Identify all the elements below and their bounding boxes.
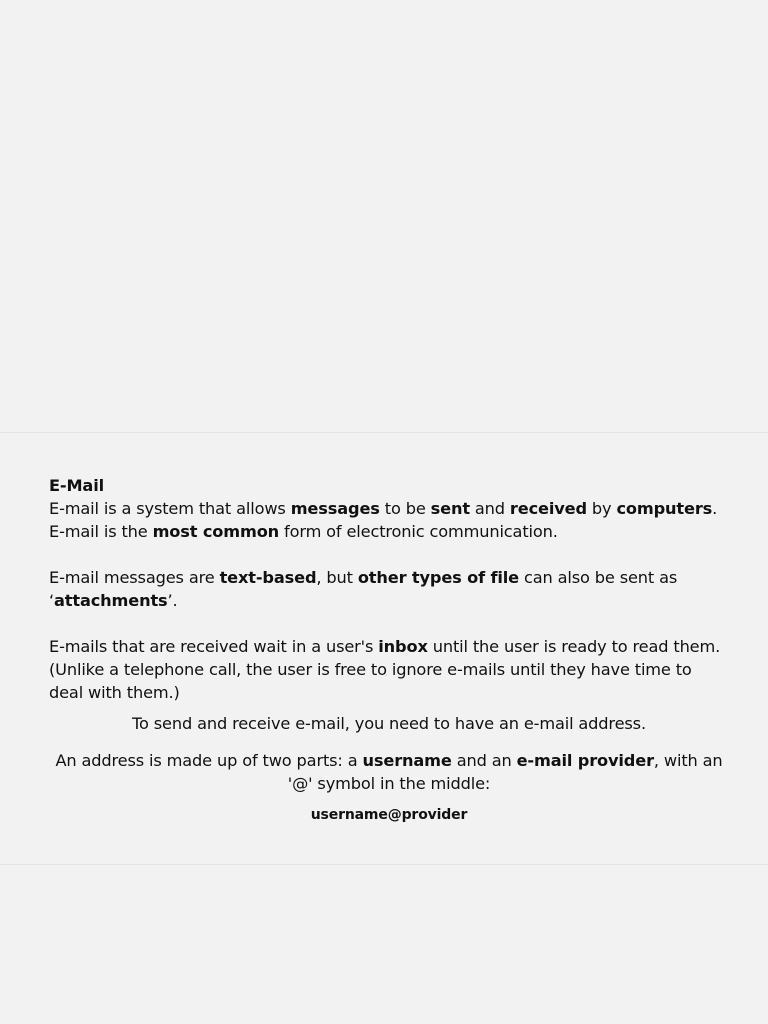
- slide-bottom-edge: [0, 864, 768, 865]
- paragraph-address-need: To send and receive e-mail, you need to have an e-mail address.: [132, 714, 646, 733]
- slide-title: E-Mail: [49, 476, 105, 495]
- paragraph-address-parts: An address is made up of two parts: a username and an e-mail provider, with an '@' symbol in the middle:: [55, 751, 723, 793]
- paragraph-attachments: E-mail messages are text-based, but other types of file can also be sent as ‘attachments’.: [49, 568, 678, 610]
- paragraph-definition: E-mail is a system that allows messages to be sent and received by computers. E-mail is the most common form of electronic communication.: [49, 499, 718, 541]
- paragraph-inbox: E-mails that are received wait in a user's inbox until the user is ready to read them. (Unlike a telephone call, the user is free to ignore e-mails until they have time to deal with them.): [49, 637, 721, 702]
- slide: [0, 433, 768, 864]
- slide-content: [49, 474, 729, 827]
- address-example: username@provider: [310, 807, 468, 823]
